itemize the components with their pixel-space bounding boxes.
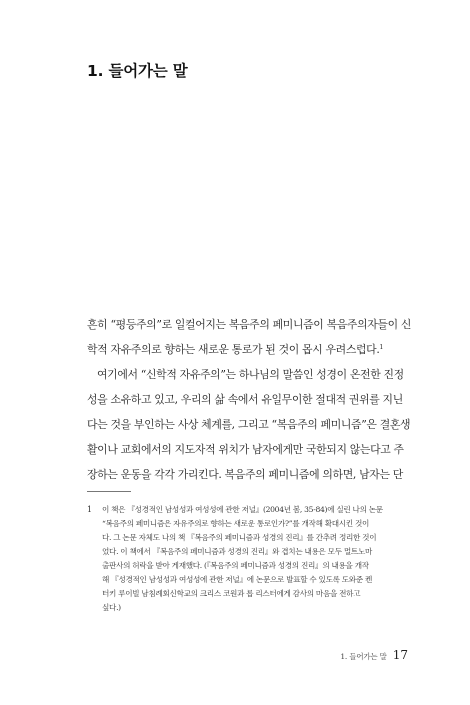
body-line-text: 성을 소유하고 있고, 우리의 삶 속에서 유일무이한 절대적 권위를 지닌	[87, 393, 403, 406]
footnote-separator	[87, 491, 131, 492]
body-line-text: 학적 자유주의로 향하는 새로운 통로가 된 것이 몹시 우려스럽다.	[87, 343, 380, 356]
body-line	[87, 312, 412, 337]
body-line-text: 장하는 운동을 각각 가리킨다. 복음주의 페미니즘에 의하면, 남자는 단	[87, 468, 403, 481]
body-line	[87, 462, 403, 487]
footnote-reference[interactable]: 1	[379, 344, 383, 351]
footnote-line: 터키 루이빌 남침례회신학교의 크리스 코원과 롭 리스터에게 감사의 마음을 전하고	[102, 589, 361, 598]
body-line	[87, 362, 404, 387]
footnote-line: “복음주의 페미니즘은 자유주의로 향하는 새로운 통로인가?”를 개작해 확대시킨 것이	[102, 519, 370, 528]
body-line	[87, 412, 411, 437]
footnote-line: 었다. 이 책에서 『복음주의 페미니즘과 성경의 진리』와 겹치는 내용은 모두 멀트노마	[102, 547, 373, 556]
body-line-text: 다는 것을 부인하는 사상 체계를, 그리고 “복음주의 페미니즘”은 결혼생	[87, 418, 411, 431]
body-line	[87, 387, 403, 412]
footnote	[87, 503, 387, 615]
body-line	[87, 337, 387, 362]
running-footer	[340, 648, 408, 662]
running-footer-title: 1. 들어가는 말	[340, 652, 387, 661]
body-line-text: 흔히 “평등주의”로 일컬어지는 복음주의 페미니즘이 복음주의자들이 신	[87, 318, 412, 331]
footnote-line: 출판사의 허락을 받아 게재했다. (『복음주의 페미니즘과 성경의 진리』의 내용을 개작	[102, 561, 369, 570]
body-line-text: 여기에서 “신학적 자유주의”는 하나님의 말씀인 성경이 온전한 진정	[97, 368, 404, 381]
chapter-title: 1. 들어가는 말	[87, 62, 188, 80]
footnote-number: 1	[87, 505, 93, 514]
footnote-line: 이 책은 『성경적인 남성성과 여성성에 관한 저널』(2004년 봄, 35-84)에 실린 나의 논문	[102, 505, 383, 514]
body-line-text: 활이나 교회에서의 지도자적 위치가 남자에게만 국한되지 않는다고 주	[87, 443, 404, 456]
page-number: 17	[392, 648, 408, 662]
body-text	[87, 312, 412, 487]
footnote-line: 다. 그 논문 자체도 나의 책 『복음주의 페미니즘과 성경의 진리』를 간추려 정리한 것이	[102, 533, 377, 542]
footnote-line: 해 『성경적인 남성성과 여성성에 관한 저널』에 논문으로 발표할 수 있도록 도와준 켄	[102, 575, 373, 584]
body-line	[87, 437, 404, 462]
footnote-line: 싶다.)	[102, 603, 121, 612]
